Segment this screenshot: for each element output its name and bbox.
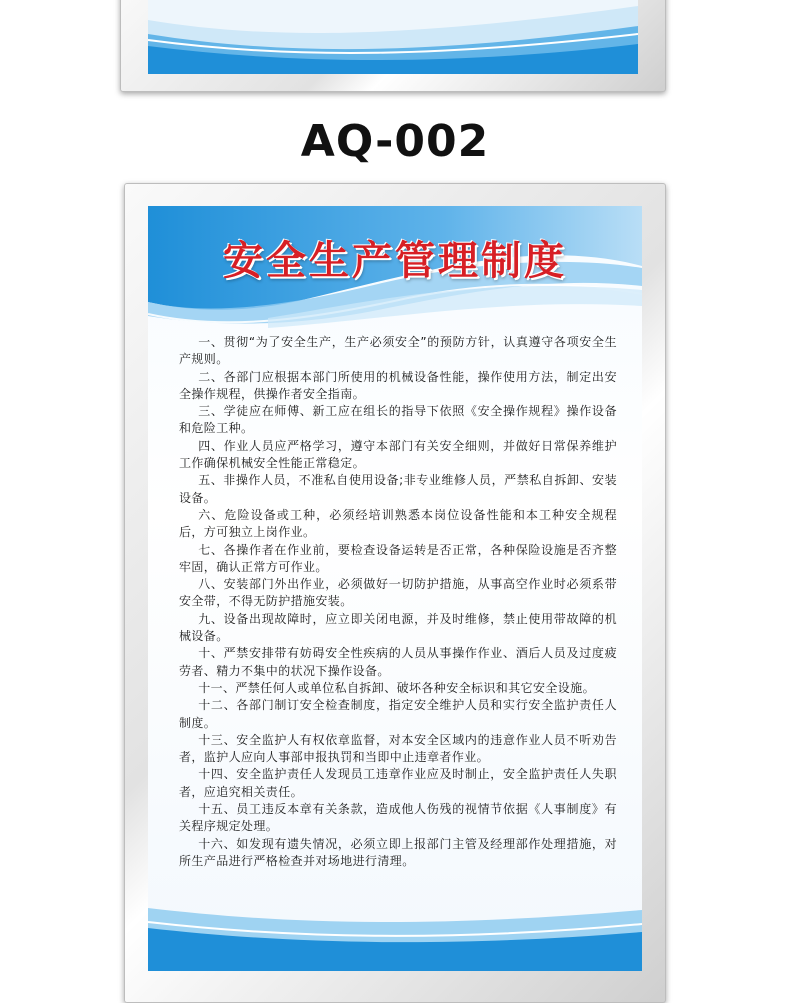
rule-item: 三、学徒应在师傅、新工应在组长的指导下依照《安全操作规程》操作设备和危险工种。 xyxy=(179,404,617,436)
rule-item: 十六、如发现有遗失情况，必须立即上报部门主管及经理部作处理措施，对所生产品进行严格检查并对场地进行清理。 xyxy=(179,836,617,868)
top-board-panel xyxy=(148,0,638,74)
main-board-panel xyxy=(148,206,642,971)
rule-item: 十、严禁安排带有妨碍安全性疾病的人员从事操作作业、酒后人员及过度疲劳者、精力不集中的状况下操作设备。 xyxy=(179,646,617,678)
rule-item: 十四、安全监护责任人发现员工违章作业应及时制止，安全监护责任人失职者，应追究相关责任。 xyxy=(179,767,617,799)
rule-item: 二、各部门应根据本部门所使用的机械设备性能，操作使用方法，制定出安全操作规程，供操作者安全指南。 xyxy=(179,369,617,401)
top-board-wave xyxy=(148,0,638,74)
product-code: AQ-002 xyxy=(300,116,490,167)
rule-item: 十三、安全监护人有权依章监督，对本安全区域内的违意作业人员不听劝告者，监护人应向人事部申报执罚和当即中止违章者作业。 xyxy=(179,732,617,765)
rule-item: 七、各操作者在作业前，要检查设备运转是否正常，各种保险设施是否齐整牢固，确认正常方可作业。 xyxy=(179,542,617,574)
board-title: 安全生产管理制度 xyxy=(223,238,567,284)
rule-item: 十五、员工违反本章有关条款，造成他人伤残的视情节依据《人事制度》有关程序规定处理。 xyxy=(179,802,617,834)
rule-item: 一、贯彻“为了安全生产，生产必须安全”的预防方针，认真遵守各项安全生产规则。 xyxy=(179,335,617,367)
rule-item: 五、非操作人员，不准私自使用设备;非专业维修人员，严禁私自拆卸、安装设备。 xyxy=(179,473,617,505)
rule-item: 六、危险设备或工种，必须经培训熟悉本岗位设备性能和本工种安全规程后，方可独立上岗作业。 xyxy=(179,507,617,540)
rule-item: 九、设备出现故障时，应立即关闭电源，并及时维修，禁止使用带故障的机械设备。 xyxy=(179,611,617,644)
rule-item: 十一、严禁任何人或单位私自拆卸、破坏各种安全标识和其它安全设施。 xyxy=(198,680,595,695)
rules-list xyxy=(179,334,617,870)
rule-item: 八、安装部门外出作业，必须做好一切防护措施，从事高空作业时必须系带安全带，不得无防护措施安装。 xyxy=(179,577,617,609)
rule-item: 四、作业人员应严格学习，遵守本部门有关安全细则，并做好日常保养维护工作确保机械安全性能正常稳定。 xyxy=(179,438,617,471)
rule-item: 十二、各部门制订安全检查制度，指定安全维护人员和实行安全监护责任人制度。 xyxy=(179,698,617,730)
